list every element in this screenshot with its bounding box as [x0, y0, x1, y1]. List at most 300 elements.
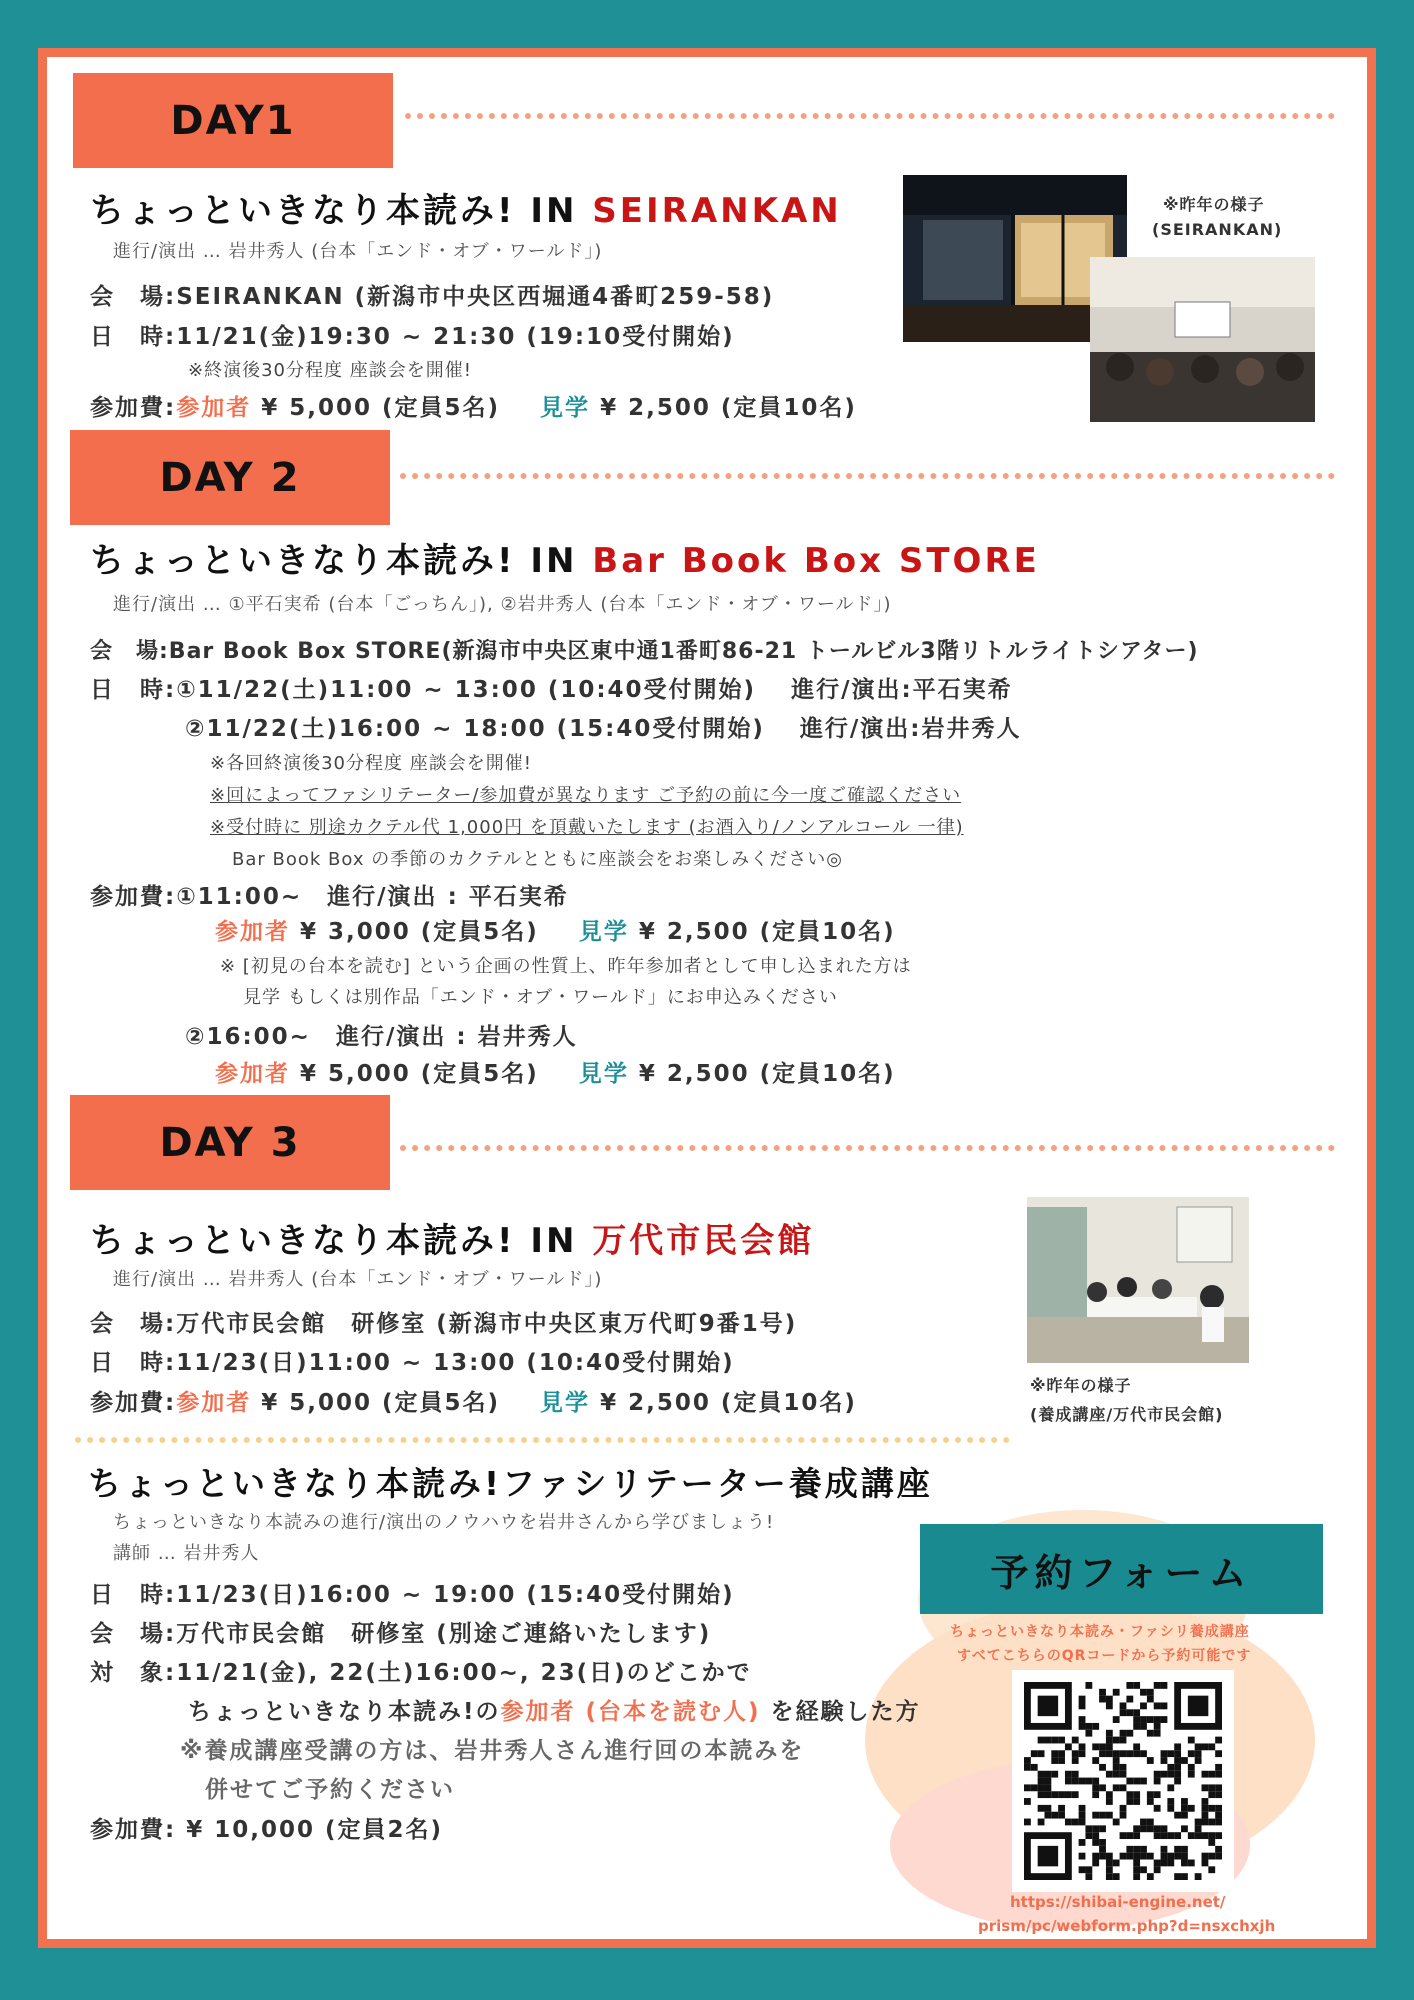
qr-module: [1058, 1791, 1065, 1798]
qr-module: [1208, 1791, 1215, 1798]
day2-slot1-note-2: 見学 もしくは別作品「エンド・オブ・ワールド」にお申込みください: [243, 987, 838, 1008]
qr-module: [1188, 1832, 1195, 1839]
qr-module: [1044, 1778, 1051, 1785]
day1-fee: [90, 389, 857, 422]
qr-module: [1099, 1839, 1106, 1846]
qr-finder-core: [1188, 1696, 1208, 1716]
qr-module: [1038, 1737, 1045, 1744]
qr-module: [1106, 1798, 1113, 1805]
qr-module: [1072, 1757, 1079, 1764]
qr-module: [1161, 1702, 1168, 1709]
qr-module: [1079, 1839, 1086, 1846]
qr-module: [1120, 1832, 1127, 1839]
qr-module: [1099, 1750, 1106, 1757]
qr-module: [1085, 1825, 1092, 1832]
qr-module: [1140, 1750, 1147, 1757]
day3-time: 日 時:11/23(日)11:00 ~ 13:00 (10:40受付開始): [90, 1350, 735, 1376]
qr-module: [1106, 1866, 1113, 1873]
qr-module: [1133, 1846, 1140, 1853]
qr-module: [1167, 1771, 1174, 1778]
qr-module: [1044, 1791, 1051, 1798]
qr-module: [1113, 1716, 1120, 1723]
qr-module: [1038, 1778, 1045, 1785]
qr-module: [1147, 1757, 1154, 1764]
course-title: ちょっといきなり本読み!ファシリテーター養成講座: [88, 1464, 933, 1503]
qr-module: [1208, 1784, 1215, 1791]
qr-module: [1154, 1682, 1161, 1689]
qr-module: [1065, 1743, 1072, 1750]
participant-fee: ¥ 5,000 (定員5名): [300, 1061, 539, 1087]
day1-photo-session: [1090, 257, 1315, 422]
qr-code[interactable]: [1012, 1670, 1234, 1892]
qr-module: [1099, 1784, 1106, 1791]
qr-module: [1024, 1784, 1031, 1791]
participant-fee: ¥ 5,000 (定員5名): [261, 1390, 501, 1416]
qr-module: [1072, 1771, 1079, 1778]
qr-module: [1140, 1819, 1147, 1826]
qr-module: [1092, 1839, 1099, 1846]
qr-module: [1092, 1853, 1099, 1860]
qr-module: [1167, 1784, 1174, 1791]
observer-label: 見学: [540, 1390, 591, 1416]
qr-module: [1161, 1682, 1168, 1689]
qr-module: [1181, 1873, 1188, 1880]
qr-module: [1058, 1805, 1065, 1812]
day3-title-venue: 万代市民会館: [592, 1221, 815, 1261]
day1-photo-caption-1: ※昨年の様子: [1163, 195, 1265, 214]
qr-module: [1113, 1860, 1120, 1867]
qr-module: [1181, 1757, 1188, 1764]
qr-module: [1031, 1784, 1038, 1791]
qr-module: [1106, 1696, 1113, 1703]
qr-module: [1051, 1791, 1058, 1798]
qr-module: [1024, 1757, 1031, 1764]
reservation-form-title[interactable]: 予約フォーム: [920, 1524, 1323, 1614]
qr-module: [1113, 1771, 1120, 1778]
qr-module: [1195, 1750, 1202, 1757]
qr-module: [1092, 1832, 1099, 1839]
course-target-2: [188, 1693, 921, 1726]
qr-module: [1099, 1743, 1106, 1750]
day2-time-1: 日 時:①11/22(土)11:00 ~ 13:00 (10:40受付開始) 進行/演出:平石実希: [90, 677, 1013, 703]
participant-fee: ¥ 5,000 (定員5名): [261, 395, 501, 421]
qr-module: [1202, 1784, 1209, 1791]
day2-divider: [400, 473, 1335, 479]
slot1-label: ①11:00~ 進行/演出 : 平石実希: [176, 884, 569, 910]
qr-module: [1161, 1757, 1168, 1764]
qr-module: [1126, 1730, 1133, 1737]
qr-module: [1072, 1778, 1079, 1785]
qr-module: [1092, 1743, 1099, 1750]
qr-module: [1079, 1696, 1086, 1703]
qr-module: [1202, 1853, 1209, 1860]
observer-fee: ¥ 2,500 (定員10名): [600, 395, 857, 421]
qr-module: [1181, 1825, 1188, 1832]
course-divider: [75, 1437, 1010, 1443]
qr-module: [1188, 1737, 1195, 1744]
qr-module: [1120, 1702, 1127, 1709]
qr-module: [1147, 1819, 1154, 1826]
qr-module: [1161, 1750, 1168, 1757]
participant-label: 参加者: [215, 919, 290, 945]
qr-module: [1188, 1805, 1195, 1812]
qr-module: [1215, 1819, 1222, 1826]
qr-module: [1154, 1832, 1161, 1839]
qr-module: [1044, 1812, 1051, 1819]
qr-module: [1154, 1702, 1161, 1709]
qr-module: [1079, 1743, 1086, 1750]
qr-module: [1079, 1805, 1086, 1812]
day2-note-4: Bar Book Box の季節のカクテルとともに座談会をお楽しみください◎: [232, 849, 844, 870]
qr-module: [1092, 1812, 1099, 1819]
qr-module: [1106, 1702, 1113, 1709]
qr-module: [1195, 1832, 1202, 1839]
qr-module: [1133, 1825, 1140, 1832]
day1-director: 進行/演出 … 岩井秀人 (台本「エンド・オブ・ワールド」): [113, 241, 603, 262]
qr-finder-core: [1038, 1846, 1058, 1866]
qr-module: [1079, 1866, 1086, 1873]
qr-module: [1058, 1750, 1065, 1757]
qr-module: [1085, 1730, 1092, 1737]
qr-module: [1120, 1737, 1127, 1744]
qr-module: [1085, 1778, 1092, 1785]
qr-module: [1174, 1873, 1181, 1880]
qr-module: [1174, 1846, 1181, 1853]
qr-module: [1113, 1819, 1120, 1826]
qr-module: [1161, 1771, 1168, 1778]
qr-module: [1174, 1764, 1181, 1771]
day1-venue: 会 場:SEIRANKAN (新潟市中央区西堀通4番町259-58): [90, 284, 775, 310]
qr-module: [1195, 1819, 1202, 1826]
qr-module: [1133, 1873, 1140, 1880]
qr-module: [1120, 1805, 1127, 1812]
course-note-1: ※養成講座受講の方は、岩井秀人さん進行回の本読みを: [180, 1738, 805, 1764]
qr-module: [1120, 1784, 1127, 1791]
qr-module: [1161, 1716, 1168, 1723]
day1-title-venue: SEIRANKAN: [592, 191, 842, 231]
qr-module: [1133, 1778, 1140, 1785]
qr-module: [1126, 1750, 1133, 1757]
qr-module: [1085, 1723, 1092, 1730]
qr-module: [1208, 1819, 1215, 1826]
qr-module: [1133, 1750, 1140, 1757]
qr-module: [1038, 1784, 1045, 1791]
observer-label: 見学: [578, 919, 629, 945]
qr-module: [1085, 1866, 1092, 1873]
qr-module: [1072, 1791, 1079, 1798]
course-venue: 会 場:万代市民会館 研修室 (別途ご連絡いたします): [90, 1621, 712, 1647]
qr-module: [1058, 1737, 1065, 1744]
qr-module: [1167, 1798, 1174, 1805]
qr-module: [1161, 1832, 1168, 1839]
qr-module: [1051, 1812, 1058, 1819]
qr-module: [1202, 1819, 1209, 1826]
qr-module: [1099, 1853, 1106, 1860]
day1-time: 日 時:11/21(金)19:30 ~ 21:30 (19:10受付開始): [90, 324, 735, 350]
day2-slot1-note-1: ※ [初見の台本を読む] という企画の性質上、昨年参加者として申し込まれた方は: [220, 956, 912, 977]
qr-module: [1126, 1696, 1133, 1703]
qr-module: [1215, 1846, 1222, 1853]
day2-time-2: ②11/22(土)16:00 ~ 18:00 (15:40受付開始) 進行/演出:岩井秀人: [185, 716, 1022, 742]
qr-module: [1106, 1860, 1113, 1867]
qr-module: [1058, 1812, 1065, 1819]
qr-module: [1161, 1825, 1168, 1832]
fee-label: 参加費:: [90, 884, 177, 910]
qr-module: [1106, 1743, 1113, 1750]
qr-module: [1044, 1771, 1051, 1778]
qr-module: [1092, 1723, 1099, 1730]
course-target: 対 象:11/21(金), 22(土)16:00~, 23(日)のどこかで: [90, 1660, 752, 1686]
participant-label: 参加者: [215, 1061, 290, 1087]
qr-module: [1044, 1784, 1051, 1791]
qr-module: [1215, 1832, 1222, 1839]
qr-module: [1079, 1812, 1086, 1819]
qr-module: [1051, 1750, 1058, 1757]
qr-module: [1154, 1716, 1161, 1723]
qr-module: [1154, 1860, 1161, 1867]
qr-module: [1161, 1853, 1168, 1860]
qr-module: [1120, 1709, 1127, 1716]
qr-module: [1215, 1805, 1222, 1812]
qr-module: [1174, 1778, 1181, 1785]
qr-module: [1174, 1853, 1181, 1860]
qr-module: [1174, 1757, 1181, 1764]
day2-title: [90, 533, 1040, 582]
qr-module: [1065, 1819, 1072, 1826]
qr-module: [1106, 1737, 1113, 1744]
participant-label: 参加者: [176, 395, 252, 421]
qr-module: [1092, 1791, 1099, 1798]
qr-module: [1126, 1682, 1133, 1689]
qr-module: [1126, 1709, 1133, 1716]
day3-fee: [90, 1384, 857, 1417]
day1-note: ※終演後30分程度 座談会を開催!: [188, 360, 472, 381]
qr-module: [1181, 1812, 1188, 1819]
qr-module: [1044, 1737, 1051, 1744]
fee-label: 参加費:: [90, 1390, 177, 1416]
qr-module: [1181, 1798, 1188, 1805]
qr-module: [1099, 1696, 1106, 1703]
qr-module: [1161, 1860, 1168, 1867]
qr-module: [1120, 1771, 1127, 1778]
qr-module: [1038, 1791, 1045, 1798]
qr-module: [1126, 1846, 1133, 1853]
qr-module: [1181, 1805, 1188, 1812]
qr-module: [1202, 1812, 1209, 1819]
qr-module: [1174, 1771, 1181, 1778]
course-time: 日 時:11/23(日)16:00 ~ 19:00 (15:40受付開始): [90, 1582, 735, 1608]
qr-module: [1208, 1839, 1215, 1846]
observer-fee: ¥ 2,500 (定員10名): [638, 919, 896, 945]
qr-module: [1079, 1702, 1086, 1709]
qr-module: [1188, 1860, 1195, 1867]
qr-module: [1133, 1798, 1140, 1805]
qr-module: [1133, 1791, 1140, 1798]
day2-director: 進行/演出 … ①平石実希 (台本「ごっちん」), ②岩井秀人 (台本「エンド・オブ・ワールド」): [113, 594, 892, 615]
qr-module: [1126, 1778, 1133, 1785]
qr-module: [1154, 1723, 1161, 1730]
qr-module: [1208, 1805, 1215, 1812]
qr-module: [1154, 1771, 1161, 1778]
day2-note-1: ※各回終演後30分程度 座談会を開催!: [210, 753, 532, 774]
day1-divider: [405, 113, 1335, 119]
qr-module: [1126, 1791, 1133, 1798]
course-note-2: 併せてご予約ください: [205, 1777, 455, 1803]
qr-module: [1120, 1812, 1127, 1819]
day3-photo-caption-2: (養成講座/万代市民会館): [1030, 1405, 1224, 1424]
qr-module: [1072, 1750, 1079, 1757]
course-sub-1: ちょっといきなり本読みの進行/演出のノウハウを岩井さんから学びましょう!: [113, 1512, 775, 1533]
qr-module: [1195, 1873, 1202, 1880]
qr-module: [1099, 1825, 1106, 1832]
qr-module: [1167, 1853, 1174, 1860]
qr-module: [1113, 1873, 1120, 1880]
target-suffix: を経験した方: [760, 1699, 921, 1725]
qr-module: [1133, 1682, 1140, 1689]
day1-title: [90, 183, 842, 232]
day2-slot2-fees: [215, 1055, 896, 1088]
form-desc-1: ちょっといきなり本読み・ファシリ養成講座: [950, 1624, 1250, 1640]
qr-module: [1167, 1805, 1174, 1812]
qr-module: [1147, 1716, 1154, 1723]
qr-module: [1106, 1873, 1113, 1880]
qr-module: [1215, 1784, 1222, 1791]
qr-module: [1215, 1853, 1222, 1860]
qr-module: [1147, 1689, 1154, 1696]
observer-fee: ¥ 2,500 (定員10名): [638, 1061, 896, 1087]
qr-module: [1195, 1757, 1202, 1764]
qr-module: [1079, 1819, 1086, 1826]
day2-note-3: ※受付時に 別途カクテル代 1,000円 を頂戴いたします (お酒入り/ノンアルコール 一律): [210, 817, 964, 838]
qr-module: [1195, 1825, 1202, 1832]
qr-module: [1154, 1730, 1161, 1737]
day2-note-2: ※回によってファシリテーター/参加費が異なります ご予約の前に今一度ご確認ください: [210, 785, 962, 806]
qr-module: [1147, 1791, 1154, 1798]
qr-module: [1215, 1771, 1222, 1778]
qr-module: [1140, 1716, 1147, 1723]
qr-module: [1140, 1778, 1147, 1785]
qr-module: [1208, 1853, 1215, 1860]
qr-module: [1092, 1757, 1099, 1764]
qr-module: [1079, 1750, 1086, 1757]
qr-module: [1133, 1723, 1140, 1730]
day3-title: [90, 1213, 814, 1262]
qr-module: [1126, 1798, 1133, 1805]
qr-module: [1106, 1812, 1113, 1819]
qr-module: [1024, 1764, 1031, 1771]
qr-module: [1181, 1846, 1188, 1853]
qr-module: [1058, 1757, 1065, 1764]
form-url-1[interactable]: https://shibai-engine.net/: [1010, 1893, 1226, 1911]
qr-module: [1147, 1873, 1154, 1880]
qr-module: [1051, 1757, 1058, 1764]
qr-module: [1099, 1846, 1106, 1853]
qr-module: [1140, 1702, 1147, 1709]
qr-module: [1065, 1791, 1072, 1798]
qr-module: [1133, 1866, 1140, 1873]
qr-module: [1120, 1750, 1127, 1757]
qr-module: [1113, 1737, 1120, 1744]
qr-module: [1126, 1832, 1133, 1839]
qr-module: [1113, 1750, 1120, 1757]
day3-tab: DAY 3: [70, 1095, 390, 1190]
qr-module: [1092, 1825, 1099, 1832]
qr-module: [1208, 1866, 1215, 1873]
qr-module: [1202, 1860, 1209, 1867]
qr-module: [1215, 1791, 1222, 1798]
qr-module: [1085, 1832, 1092, 1839]
qr-module: [1133, 1716, 1140, 1723]
qr-module: [1154, 1791, 1161, 1798]
qr-module: [1215, 1764, 1222, 1771]
qr-module: [1208, 1771, 1215, 1778]
qr-module: [1202, 1798, 1209, 1805]
qr-module: [1154, 1866, 1161, 1873]
qr-module: [1188, 1750, 1195, 1757]
qr-module: [1120, 1764, 1127, 1771]
qr-module: [1133, 1853, 1140, 1860]
qr-module: [1092, 1778, 1099, 1785]
day2-venue: 会 場:Bar Book Box STORE(新潟市中央区東中通1番町86-21 トールビル3階リトルライトシアター): [90, 639, 1199, 664]
day1-photo-caption-2: (SEIRANKAN): [1152, 220, 1283, 239]
qr-module: [1181, 1853, 1188, 1860]
qr-module: [1174, 1750, 1181, 1757]
observer-label: 見学: [578, 1061, 629, 1087]
qr-finder-core: [1038, 1696, 1058, 1716]
course-sub-2: 講師 … 岩井秀人: [113, 1543, 260, 1564]
qr-module: [1106, 1853, 1113, 1860]
course-fee: 参加費: ¥ 10,000 (定員2名): [90, 1817, 444, 1843]
qr-module: [1072, 1737, 1079, 1744]
qr-module: [1038, 1819, 1045, 1826]
qr-module: [1113, 1757, 1120, 1764]
qr-module: [1092, 1860, 1099, 1867]
qr-module: [1051, 1737, 1058, 1744]
qr-module: [1106, 1771, 1113, 1778]
qr-module: [1106, 1750, 1113, 1757]
day2-slot1-fees: [215, 913, 896, 946]
qr-module: [1120, 1853, 1127, 1860]
qr-module: [1202, 1805, 1209, 1812]
qr-module: [1154, 1778, 1161, 1785]
qr-module: [1133, 1709, 1140, 1716]
qr-module: [1161, 1846, 1168, 1853]
qr-module: [1174, 1743, 1181, 1750]
target-prefix: ちょっといきなり本読み!の: [188, 1699, 501, 1725]
qr-module: [1085, 1873, 1092, 1880]
participant-label: 参加者: [176, 1390, 252, 1416]
qr-module: [1167, 1764, 1174, 1771]
day1-tab: DAY1: [73, 73, 393, 168]
qr-module: [1079, 1853, 1086, 1860]
qr-module: [1174, 1812, 1181, 1819]
qr-module: [1140, 1853, 1147, 1860]
qr-module: [1133, 1743, 1140, 1750]
qr-module: [1038, 1750, 1045, 1757]
qr-module: [1174, 1832, 1181, 1839]
qr-module: [1188, 1764, 1195, 1771]
qr-module: [1202, 1743, 1209, 1750]
form-url-2[interactable]: prism/pc/webform.php?d=nsxchxjh: [978, 1917, 1276, 1935]
qr-module: [1079, 1716, 1086, 1723]
qr-module: [1215, 1812, 1222, 1819]
qr-module: [1208, 1743, 1215, 1750]
qr-module: [1133, 1860, 1140, 1867]
qr-module: [1167, 1860, 1174, 1867]
observer-label: 見学: [540, 395, 591, 421]
day2-title-venue: Bar Book Box STORE: [592, 541, 1040, 581]
qr-module: [1147, 1825, 1154, 1832]
